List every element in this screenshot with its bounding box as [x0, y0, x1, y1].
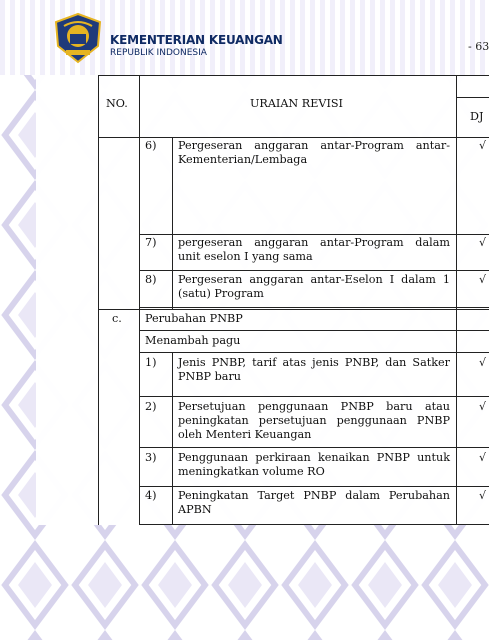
- kemenkeu-logo-icon: [52, 12, 104, 64]
- row-number: 4): [145, 489, 157, 502]
- subsection-title: Menambah pagu: [145, 334, 241, 347]
- org-subtitle: REPUBLIK INDONESIA: [110, 48, 207, 58]
- column-header-dj: DJ: [470, 110, 484, 123]
- checkmark-icon: √: [479, 400, 487, 413]
- row-number: 3): [145, 451, 157, 464]
- row-number: 2): [145, 400, 157, 413]
- column-header-uraian: URAIAN REVISI: [250, 97, 343, 110]
- row-text: Peningkatan Target PNBP dalam Perubahan APBN: [178, 489, 450, 516]
- row-number: 8): [145, 273, 157, 286]
- row-number: 7): [145, 236, 157, 249]
- org-name: KEMENTERIAN KEUANGAN: [110, 33, 283, 47]
- checkmark-icon: √: [479, 139, 487, 152]
- row-text: Pergeseran anggaran antar-Program antar-Kementerian/Lembaga: [178, 139, 450, 166]
- document-header: [0, 0, 489, 72]
- row-number: 1): [145, 356, 157, 369]
- checkmark-icon: √: [479, 236, 487, 249]
- row-number: 6): [145, 139, 157, 152]
- row-text: Pergeseran anggaran antar-Eselon I dalam 1 (satu) Program: [178, 273, 450, 300]
- checkmark-icon: √: [479, 489, 487, 502]
- row-text: Persetujuan penggunaan PNBP baru atau peningkatan persetujuan penggunaan PNBP oleh Menteri Keuangan: [178, 400, 450, 441]
- checkmark-icon: √: [479, 273, 487, 286]
- row-text: Jenis PNBP, tarif atas jenis PNBP, dan Satker PNBP baru: [178, 356, 450, 383]
- page-number: - 63: [468, 40, 489, 53]
- section-letter: c.: [112, 312, 122, 325]
- checkmark-icon: √: [479, 356, 487, 369]
- section-title: Perubahan PNBP: [145, 312, 243, 325]
- column-header-no: NO.: [106, 97, 128, 110]
- row-text: pergeseran anggaran antar-Program dalam unit eselon I yang sama: [178, 236, 450, 263]
- row-text: Penggunaan perkiraan kenaikan PNBP untuk meningkatkan volume RO: [178, 451, 450, 478]
- checkmark-icon: √: [479, 451, 487, 464]
